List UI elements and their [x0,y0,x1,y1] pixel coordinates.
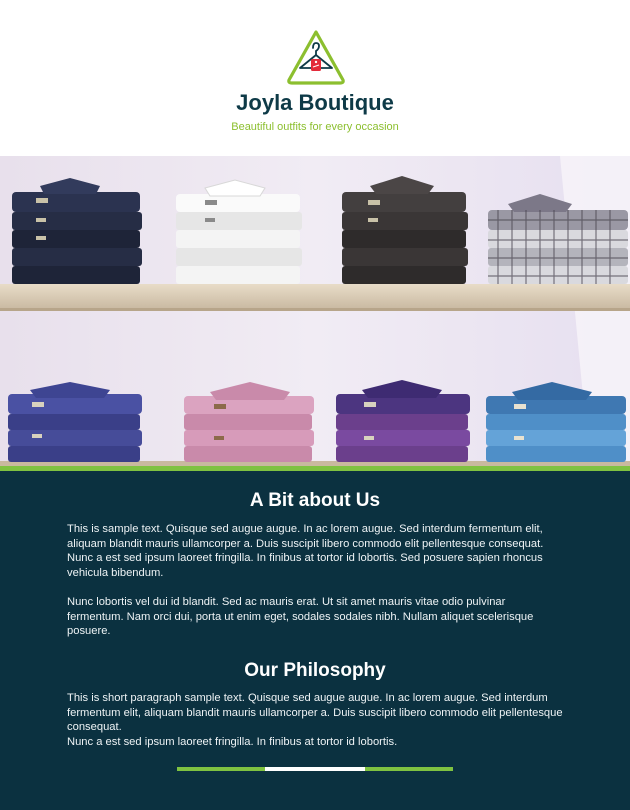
hanger-tag-icon [285,28,347,86]
about-paragraph-2: Nunc lobortis vel dui id blandit. Sed ac mauris erat. Ut sit amet mauris vitae odio pulvinar fermentum. Nam orci dui, porta ut enim eget, sodales sodales nibh. Nullam aliquet scelerisque posuere. [67,596,534,638]
divider-center [265,767,365,771]
philosophy-paragraph-1: This is short paragraph sample text. Quisque sed augue augue. In ac lorem augue. Sed interdum fermentum elit, aliquam blandit mauris ullamcorper a. Duis suscipit libero commodo elit pellentesque consequat. [67,692,563,734]
hero-image [0,156,630,469]
tagline: Beautiful outfits for every occasion [231,121,399,133]
about-paragraph-1: This is sample text. Quisque sed augue augue. In ac lorem augue. Sed interdum fermentum elit, aliquam blandit mauris ullamcorper a. Duis suscipit libero commodo elit pellentesque consequat. Nunc a est sed ipsum laoreet fringilla. In finibus at tortor id lobortis. Sed posuere sapien rhoncus vehicula bibendum. [67,523,544,579]
about-title: A Bit about Us [249,490,381,511]
philosophy-title: Our Philosophy [244,660,386,681]
divider-left [177,767,265,771]
divider-right [365,767,453,771]
philosophy-paragraph-2: Nunc a est sed ipsum laoreet fringilla. In finibus at tortor id lobortis. [67,736,398,748]
header [0,0,630,156]
brand-name: Joyla Boutique [236,90,394,115]
